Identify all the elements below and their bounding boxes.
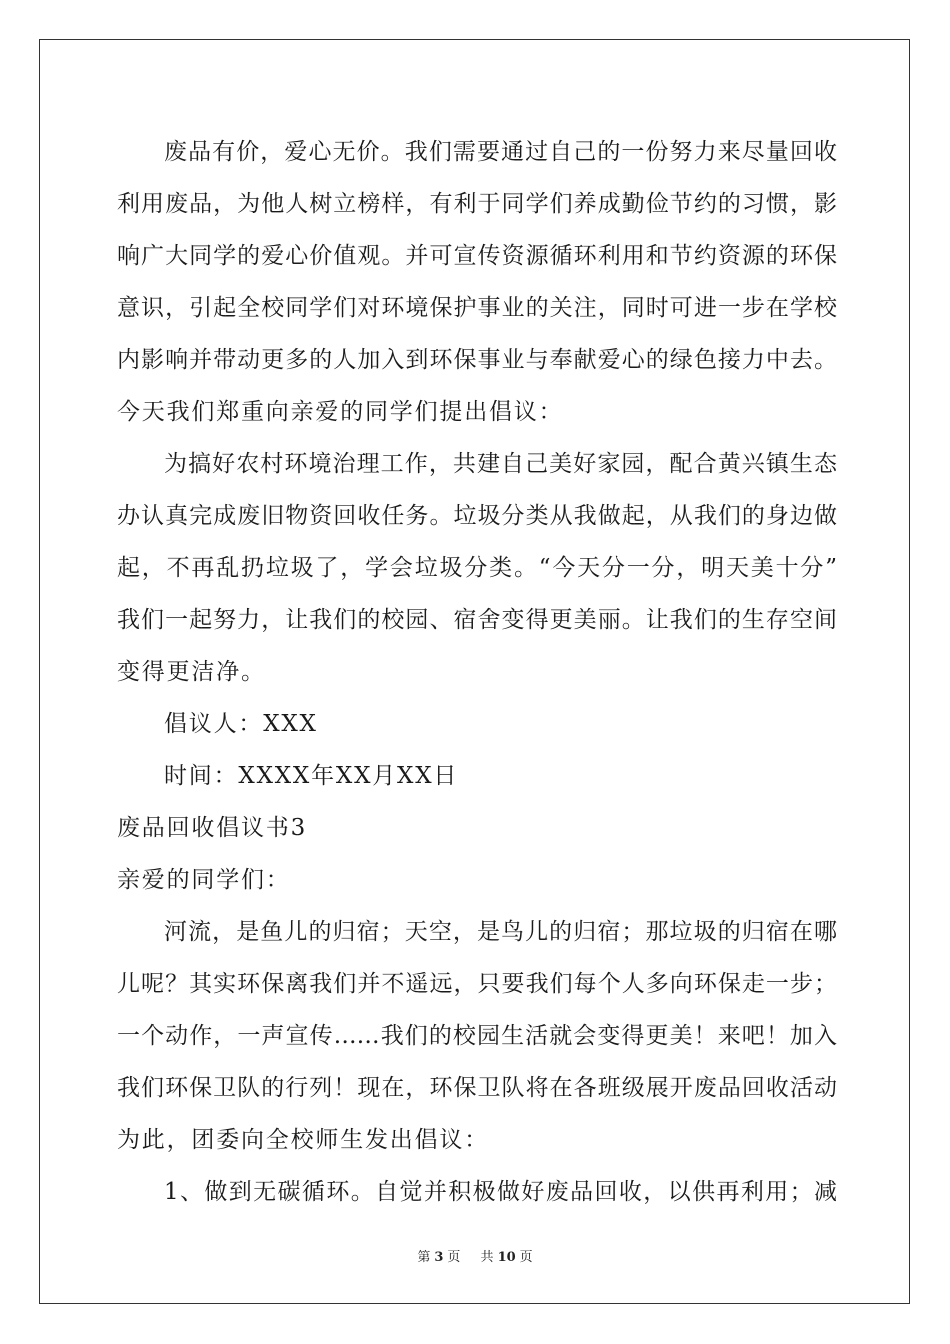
list-item-line: 1、做到无碳循环。自觉并积极做好废品回收，以供再利用；减 bbox=[164, 1179, 837, 1205]
paragraph-line: 为此，团委向全校师生发出倡议： bbox=[117, 1127, 489, 1153]
paragraph-line: 内影响并带动更多的人加入到环保事业与奉献爱心的绿色接力中去。 bbox=[117, 347, 837, 373]
paragraph-line: 河流，是鱼儿的归宿；天空，是鸟儿的归宿；那垃圾的归宿在哪 bbox=[164, 919, 837, 945]
section-title: 废品回收倡议书3 bbox=[117, 815, 308, 841]
paragraph-line: 利用废品，为他人树立榜样，有利于同学们养成勤俭节约的习惯，影 bbox=[117, 191, 837, 217]
paragraph-line: 废品有价，爱心无价。我们需要通过自己的一份努力来尽量回收 bbox=[164, 139, 837, 165]
paragraph-line: 响广大同学的爱心价值观。并可宣传资源循环利用和节约资源的环保 bbox=[117, 243, 837, 269]
current-page: 3 bbox=[434, 1250, 444, 1265]
initiator-line: 倡议人：XXX bbox=[164, 711, 318, 737]
paragraph-line: 办认真完成废旧物资回收任务。垃圾分类从我做起，从我们的身边做 bbox=[117, 503, 837, 529]
paragraph-line: 意识，引起全校同学们对环境保护事业的关注，同时可进一步在学校 bbox=[117, 295, 837, 321]
paragraph-line: 为搞好农村环境治理工作，共建自己美好家园，配合黄兴镇生态 bbox=[164, 451, 837, 477]
paragraph-line: 我们环保卫队的行列！现在，环保卫队将在各班级展开废品回收活动 bbox=[117, 1075, 837, 1101]
paragraph-line: 起，不再乱扔垃圾了，学会垃圾分类。“今天分一分，明天美十分” bbox=[117, 555, 837, 581]
document-body bbox=[117, 126, 837, 1218]
paragraph-line: 今天我们郑重向亲爱的同学们提出倡议： bbox=[117, 399, 564, 425]
page-footer bbox=[0, 1246, 950, 1265]
paragraph-line: 变得更洁净。 bbox=[117, 659, 266, 685]
page-total bbox=[477, 1250, 537, 1265]
paragraph-line: 我们一起努力，让我们的校园、宿舍变得更美丽。让我们的生存空间 bbox=[117, 607, 837, 633]
paragraph-line: 儿呢？其实环保离我们并不遥远，只要我们每个人多向环保走一步； bbox=[117, 971, 837, 997]
total-suffix: 页 bbox=[519, 1250, 533, 1265]
paragraph-line: 一个动作，一声宣传……我们的校园生活就会变得更美！来吧！加入 bbox=[117, 1023, 837, 1049]
page-suffix: 页 bbox=[447, 1250, 461, 1265]
page-prefix: 第 bbox=[417, 1250, 431, 1265]
total-pages: 10 bbox=[497, 1250, 516, 1265]
date-line: 时间：XXXX年XX月XX日 bbox=[164, 763, 459, 789]
total-prefix: 共 bbox=[480, 1250, 494, 1265]
salutation: 亲爱的同学们： bbox=[117, 867, 291, 893]
page-number bbox=[413, 1250, 464, 1265]
